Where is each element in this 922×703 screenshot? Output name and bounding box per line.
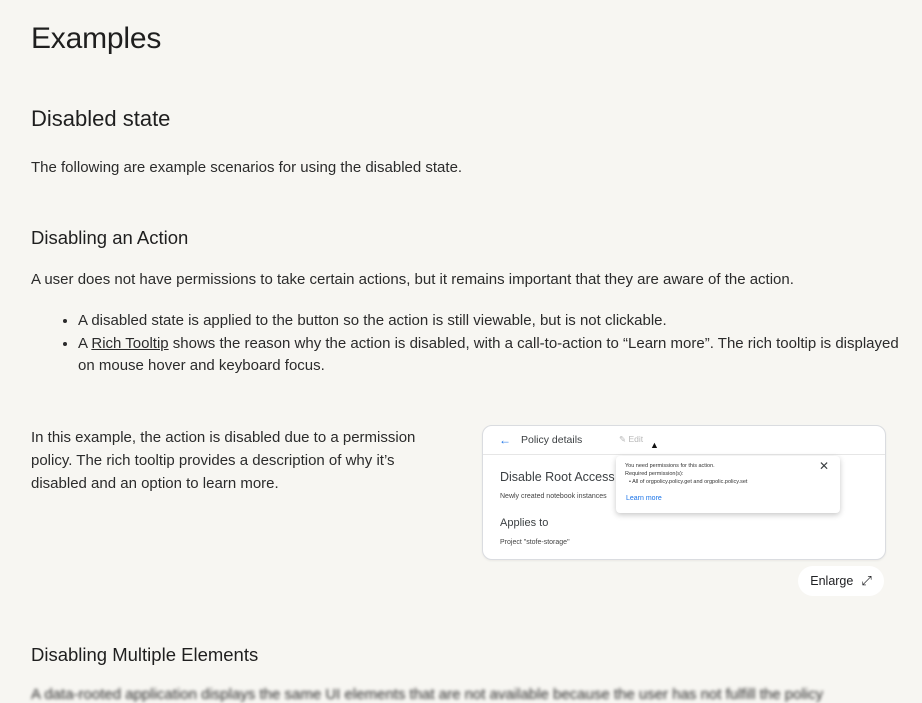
subheading-disabling-an-action: Disabling an Action (31, 227, 189, 248)
applies-to-title: Applies to (500, 517, 549, 529)
pencil-icon: ✎ (619, 434, 627, 444)
card-header (483, 426, 885, 455)
policy-details-title: Policy details (521, 434, 583, 446)
section-heading-disabled-state: Disabled state (31, 106, 171, 131)
rich-tooltip (616, 456, 840, 513)
close-icon: ✕ (819, 459, 830, 473)
bullet-text: A disabled state is applied to the button so the action is still viewable, but is not clickable. (78, 312, 667, 329)
enlarge-button[interactable] (798, 566, 884, 596)
subheading-disabling-multiple-elements: Disabling Multiple Elements (31, 644, 259, 665)
disabled-edit-button (619, 434, 643, 445)
example-description: In this example, the action is disabled due to a permission policy. The rich tooltip provides a description of why it’s disabled and an option to learn more. (31, 429, 416, 492)
tooltip-required-label: Required permission(s): (625, 471, 684, 477)
bullet-prefix: A (78, 334, 92, 352)
tooltip-learn-more-link: Learn more (626, 495, 662, 502)
edit-label: Edit (628, 434, 644, 444)
notebook-instances-text: Newly created notebook instances (500, 493, 607, 500)
tooltip-permission-item: • All of orgpolicy.policy.get and orgpolic.policy.set (629, 479, 748, 485)
project-name-text: Project "stofe-storage" (500, 539, 570, 546)
partial-paragraph: A data-rooted application displays the same UI elements that are not available because the user has not fulfill the policy (31, 686, 824, 703)
enlarge-label: Enlarge (810, 574, 854, 588)
example-image-card (482, 425, 886, 560)
bullet-item (78, 333, 918, 378)
tooltip-message: You need permissions for this action. (625, 463, 715, 469)
section-intro-text: The following are example scenarios for using the disabled state. (31, 159, 463, 176)
subheading-description: A user does not have permissions to take certain actions, but it remains important that they are aware of the action. (31, 271, 794, 288)
page-title: Examples (31, 22, 162, 55)
arrow-left-icon: ← (499, 433, 511, 447)
rich-tooltip-link[interactable]: Rich Tooltip (91, 334, 169, 352)
mouse-cursor-icon: ▲ (650, 440, 659, 450)
bullet-item (78, 310, 918, 333)
bullet-list (56, 310, 918, 378)
bullet-suffix: shows the reason why the action is disabled, with a call-to-action to “Learn more”. The rich tooltip is displayed on mouse hover and keyboard focus. (78, 334, 899, 374)
disable-root-access-title: Disable Root Access (500, 470, 615, 484)
expand-diagonal-icon: ⤢ (861, 573, 872, 588)
